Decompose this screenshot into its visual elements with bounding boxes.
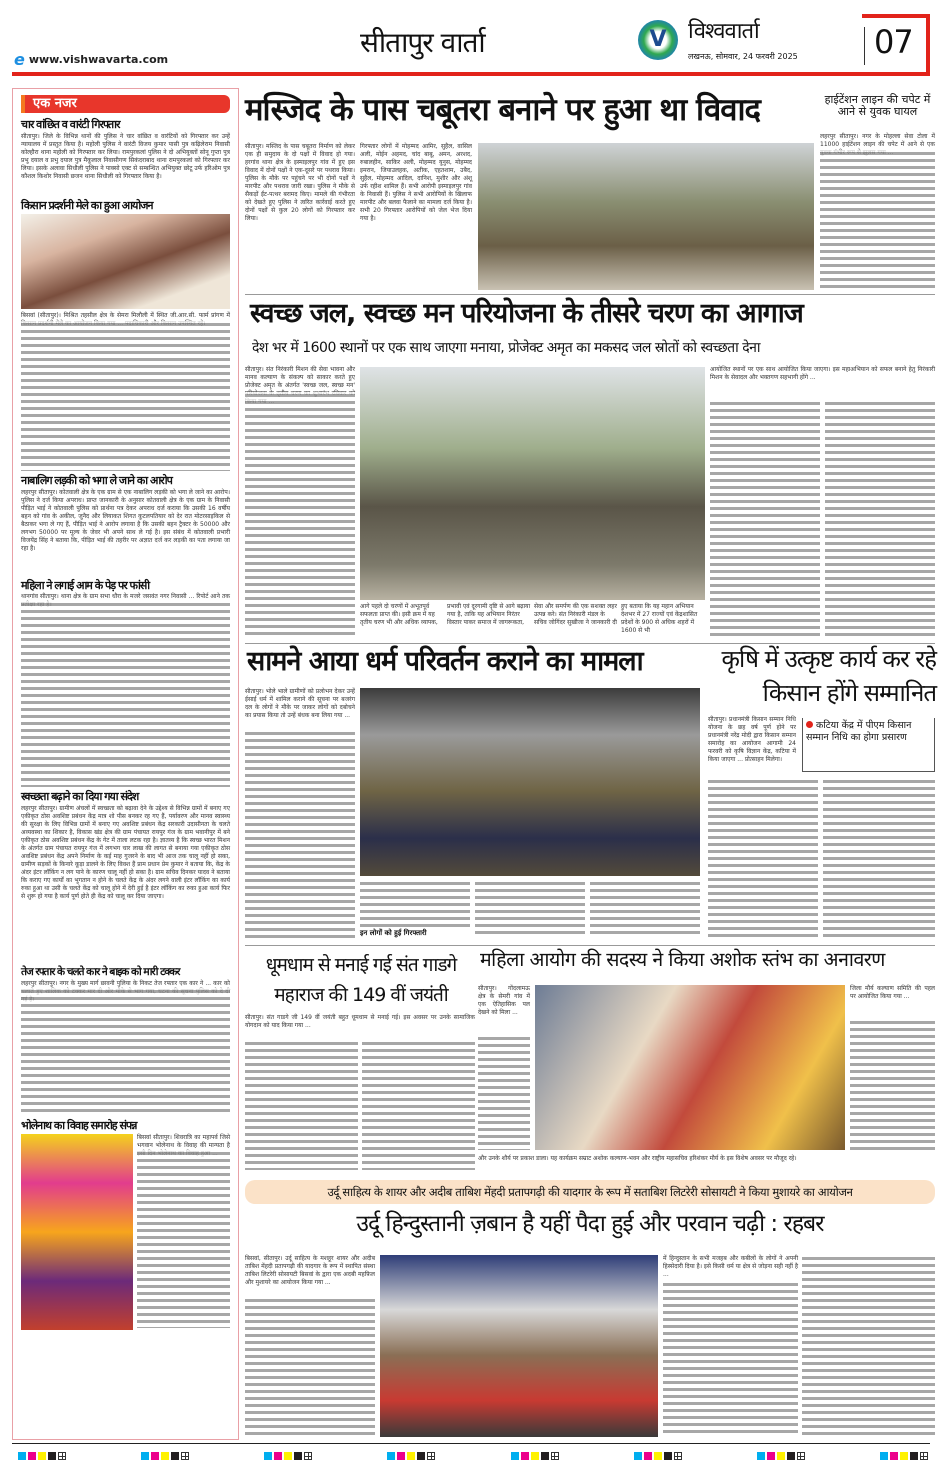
bholenath-vivah-photo (21, 1134, 133, 1330)
side-headline: कृषि में उत्कृष्ट कार्य कर रहे किसान होंगे सम्मानित (721, 645, 936, 707)
photo-caption: प्रभावी एवं दूरगामी दृष्टि से आगे बढ़ाया गया है, ताकि यह अभियान निरंतर विस्तार पाकर समाज में जागरूकता, (447, 603, 531, 626)
crosshair-icon (551, 1452, 559, 1460)
photo-caption: सेवा और समर्पण की एक सशक्त लहर उत्पन्न करे। संत निरंकारी मंडल के सचिव जोगिंदर सुखीजा ने जानकारी दी (534, 603, 617, 626)
article-headline: तेज रफ्तार के चलते कार ने बाइक को मारी टक्कर (21, 965, 180, 978)
story-headline: धूमधाम से मनाई गई संत गाडगे महाराज की 149 वीं जयंती (265, 954, 457, 1007)
story-headline: मस्जिद के पास चबूतरा बनाने पर हुआ था विवाद (245, 92, 760, 128)
color-swatch (151, 1452, 159, 1460)
side-body: लहरपुर सीतापुर। नगर के मोहल्ला सेवा टोला में 11000 हाईटेंशन लाइन की चपेट में आने से एक (820, 133, 935, 148)
crosshair-icon (797, 1452, 805, 1460)
color-swatch (48, 1452, 56, 1460)
color-swatch (387, 1452, 395, 1460)
website-link[interactable]: e www.vishwavarta.com (14, 50, 169, 69)
story-headline: स्वच्छ जल, स्वच्छ मन परियोजना के तीसरे चरण का आगाज (250, 298, 803, 329)
section-title: सीतापुर वार्ता (360, 26, 485, 59)
color-swatch (521, 1452, 529, 1460)
color-swatch (284, 1452, 292, 1460)
dateline: लखनऊ, सोमवार, 24 फरवरी 2025 (688, 52, 798, 61)
color-swatch (397, 1452, 405, 1460)
story-headline: महिला आयोग की सदस्य ने किया अशोक स्तंभ का अनावरण (480, 948, 885, 971)
color-swatch (417, 1452, 425, 1460)
brand-name: विश्ववार्ता (688, 19, 759, 44)
kisan-mela-photo (21, 214, 230, 309)
browser-e-icon: e (14, 50, 25, 69)
color-swatch (664, 1452, 672, 1460)
crosshair-icon (58, 1452, 66, 1460)
story-body: गिरफ्तार लोगों में मोहम्मद आमिर, सुहैल, वासिल अली, मोईन अहमद, चांद बाबू, अमन, अरशद, रुबालहीन, साकिर अली, मोहम्मद युनुस, मोहम्मद इमरान, जियाउलहक, अतीक, एहतशाम, उबैद, सुहैल, मोहम्मद आदिल, दानिश, मुशीर और अंशू उर्फ रहीश शामिल हैं। सभी आरोपी इस्माइलपुर गांव के निवासी हैं। पुलिस ने सभी आरोपियों के खिलाफ मारपीट और बलवा फैलाने का मामला दर्ज किया है। सभी 20 गिरफ्तार आरोपियों को जेल भेज दिया गया है। (360, 143, 472, 222)
header-rule (12, 72, 930, 76)
article-body: बिसवां सीतापुर। शिवरात्रि का महापर्व जिसे भगवान भोलेनाथ के विवाह की मान्यता है (137, 1134, 230, 1150)
story-body: बिसवां, सीतापुर। उर्दू साहित्य के मशहूर शायर और अदीब ताबिश मेंहदी प्रतापगढ़ी की यादगार के रूप में स्थापित संस्था ताबिश लिटरेरी सोसायटी बिसवां के द्वारा एक अदबी महफ़िल और मुशायरे का आयोजन किया गया ... (245, 1255, 375, 1286)
color-swatch (787, 1452, 795, 1460)
cmyk-swatch-group (880, 1452, 928, 1460)
article-body: सीतापुर। जिले के विभिन्न थानों की पुलिस ने चार वांछित व वारंटियों को गिरफ्तार कर उन्हें न्यायालय में प्रस्तुत किया है। महोली पुलिस ने वारंटी विजय कुमार पासी पुत्र कढ़िलेराम निवासी कोल्हौरा थाना महोली को गिरफ्तार कर लिया। रामपुरकलां पुलिस ने दो अभियुक्तों सोनू गुप्ता पुत्र प्रभु दयाल व प्रभु दयाल पुत्र मैकूलाल निवासीगण सिकंदराबाद थाना रामपुरकलां को गिरफ्तार कर लिया। इसके अलावा सिधौली पुलिस ने पाक्सो एक्ट से सम्बन्धित अभियुक्त छोटू उर्फ हरिओम पुत्र कौशल किशोर निवासी छजन थाना सिधौली को गिरफ्तार किया है। (21, 132, 230, 180)
cmyk-swatch-group (387, 1452, 435, 1460)
story-subheadline: देश भर में 1600 स्थानों पर एक साथ जाएगा मनाया, प्रोजेक्ट अमृत का मकसद जल स्रोतों को स्वच्छता देना (252, 340, 761, 356)
color-swatch (644, 1452, 652, 1460)
color-swatch (880, 1452, 888, 1460)
color-swatch (531, 1452, 539, 1460)
color-swatch (910, 1452, 918, 1460)
story-headline: सामने आया धर्म परिवर्तन कराने का मामला (247, 646, 643, 677)
photo-caption: और उनके शौर्य पर प्रकाश डाला। यह कार्यक्रम सम्राट अशोक कल्याण-भवन और राष्ट्रीय महासचिव हरिशंकर मौर्य के इस विशेष अवसर पर मौजूद रहे। (478, 1155, 797, 1162)
registration-marks (18, 1452, 928, 1460)
color-swatch (511, 1452, 519, 1460)
cmyk-swatch-group (511, 1452, 559, 1460)
photo-caption: हुए बताया कि यह महान अभियान देशभर में 27 राज्यों एवं केंद्रशासित प्रदेशों के 900 से अधिक शहरों में 1600 से भी (621, 603, 698, 634)
story-body: आयोजित स्थानों पर एक साथ आयोजित किया जाएगा। इस महाअभियान को सफल बनाने हेतु निरंकारी मिशन के सेवादल और भक्तगण सहभागी होंगे ... (710, 366, 935, 381)
page-number: 07 (874, 23, 913, 61)
article-headline: नाबालिग लड़की को भगा ले जाने का आरोप (21, 474, 172, 488)
nirankari-photo (360, 367, 705, 600)
arrested-group-photo (478, 143, 814, 290)
ek-nazar-banner: एक नजर (21, 95, 230, 113)
article-body: लहरपुर सीतापुर। कोतवाली क्षेत्र के एक ग्राम से एक नाबालिग लड़की को भगा ले जाने का आरोप। पुलिस ने दर्ज किया अपराध। प्राप्त जानकारी के अनुसार कोतवाली क्षेत्र के एक ग्राम के निवासी पीड़ित भाई ने कोतवाली पुलिस को प्रार्थना पत्र देकर अपराध दर्ज कराया कि उसकी 16 वर्षीय बहन को गांव के अकील, जुनैद और लियाकत शिगत कुटलपतियार को देर रात मोटरसाइकिल से बैठाकर भगा ले गए हैं, पीड़ित भाई ने आरोप लगाया है कि उसकी बहन ट्रैक्टर के 50000 और लगभग 50000 पर मूल्य के जेवर भी अपने साथ ले गई है। इस संबंध में कोतवाली प्रभारी विजयेंद्र सिंह ने बताया कि, पीड़ित भाई की तहरीर पर अज्ञात दर्ज कर लड़की का पता लगाया जा रहा है। (21, 488, 230, 552)
article-body: थानगांव सीतापुर। थाना क्षेत्र के ग्राम सभा धौरा के मजरे जसवंत नगर निवासी ... रिपोर्ट आने तक (21, 593, 230, 601)
info-box: कटिया केंद्र में पीएम किसान सम्मान निधि का होगा प्रसारण (802, 718, 935, 772)
story-body: सीतापुर। मस्जिद के पास चबूतरा निर्माण को लेकर एक ही समुदाय के दो पक्षों में विवाद हो गया। हरगांव थाना क्षेत्र के इस्माइलपुर गांव में हुए इस विवाद में दोनों पक्षों ने एक-दूसरे पर पथराव किया। पुलिस के मौके पर पहुंचने पर भी दोनों पक्षों ने मारपीट और पथराव जारी रखा। पुलिस ने मौके से सैकड़ों ईंट-पत्थर बरामद किए। मामले की गंभीरता को देखते हुए पुलिस ने त्वरित कार्रवाई करते हुए दोनों पक्षों से कुल 20 लोगों को गिरफ्तार कर लिया। (245, 143, 355, 222)
side-body: सीतापुर। प्रधानमंत्री किसान सम्मान निधि योजना के छह वर्ष पूर्ण होने पर प्रधानमंत्री नरेंद्र मोदी द्वारा किसान सम्मान समारोह का आयोजन आगामी 24 फरवरी को कृषि विज्ञान केंद्र, कटिया में किया जाएगा ... प्रोत्साहन मिलेगा। (708, 716, 796, 763)
cmyk-swatch-group (18, 1452, 66, 1460)
article-headline: महिला ने लगाई आम के पेड़ पर फांसी (21, 578, 150, 592)
article-headline: चार वांछित व वारंटी गिरफ्तार (21, 118, 120, 131)
story-body: जिला मौर्य कल्याण समिति की पहल पर आयोजित किया गया ... (850, 985, 935, 1000)
article-body: बिसवां (सीतापुर)। मिश्रित तहसील क्षेत्र के सेमरा मिलौली में स्थित जी.आर.सी. फार्म प्रांगण में (21, 312, 230, 320)
article-body: लहरपुर सीतापुर। नगर के मुख्य मार्ग छावनी पुलिया के निकट तेज रफ्तार एक कार ने ... कार को (21, 979, 230, 987)
color-swatch (541, 1452, 549, 1460)
story-body: में हिन्दुस्तान के सभी मजहब और कबीलों के लोगों ने अपनी हिस्सेदारी दिया है। इसे किसी धर्म या क्षेत्र से जोड़ना सही नहीं है ... (663, 1255, 798, 1278)
color-swatch (757, 1452, 765, 1460)
color-swatch (900, 1452, 908, 1460)
color-swatch (274, 1452, 282, 1460)
color-swatch (28, 1452, 36, 1460)
crosshair-icon (304, 1452, 312, 1460)
color-swatch (264, 1452, 272, 1460)
cmyk-swatch-group (634, 1452, 682, 1460)
brand-logo-icon: V (638, 20, 678, 60)
conversion-case-photo (360, 688, 700, 876)
color-swatch (634, 1452, 642, 1460)
story-body: सीतापुर। भोले भाले ग्रामीणों को प्रलोभन देकर उन्हें ईसाई धर्म में शामिल कराने की सूचना पर बजरंग दल के लोगों ने मौके पर जाकर लोगों को दबोचने का प्रयास किया तो उन्हें बंधक बना लिया गया ... (245, 688, 355, 719)
photo-caption: इन लोगों को हुई गिरफ्तारी (360, 929, 427, 937)
article-headline: स्वच्छता बढ़ाने का दिया गया संदेश (21, 790, 139, 804)
color-swatch (890, 1452, 898, 1460)
crosshair-icon (181, 1452, 189, 1460)
color-swatch (767, 1452, 775, 1460)
story-body: सीतापुर। गोंदलामऊ क्षेत्र के सेमरी गांव में एक ऐतिहासिक पल देखने को मिला ... (478, 985, 530, 1016)
crosshair-icon (674, 1452, 682, 1460)
color-swatch (654, 1452, 662, 1460)
story-body: सीतापुर। संत गाडगे जी 149 वीं जयंती बहुत धूमधाम से मनाई गई। इस अवसर पर उनके सामाजिक योगदान को याद किया गया ... (245, 1014, 475, 1029)
red-bullet-icon (806, 721, 813, 728)
color-swatch (161, 1452, 169, 1460)
article-headline: भोलेनाथ का विवाह समारोह संपन्न (21, 1118, 137, 1132)
crosshair-icon (427, 1452, 435, 1460)
color-swatch (407, 1452, 415, 1460)
color-swatch (38, 1452, 46, 1460)
color-swatch (294, 1452, 302, 1460)
side-headline: हाईटेंशन लाइन की चपेट में आने से युवक घायल (824, 93, 931, 118)
ashok-stambh-photo (535, 985, 845, 1150)
cmyk-swatch-group (757, 1452, 805, 1460)
cmyk-swatch-group (141, 1452, 189, 1460)
crosshair-icon (920, 1452, 928, 1460)
color-swatch (171, 1452, 179, 1460)
color-swatch (141, 1452, 149, 1460)
article-headline: किसान प्रदर्शनी मेले का हुआ आयोजन (21, 198, 153, 212)
color-swatch (777, 1452, 785, 1460)
story-headline: उर्दू हिन्दुस्तानी ज़बान है यहीं पैदा हुई और परवान चढ़ी : रहबर (356, 1211, 824, 1237)
story-banner: उर्दू साहित्य के शायर और अदीब ताबिश मेंहदी प्रतापगढ़ी की यादगार के रूप में सताबिश लिटरेरी सोसायटी ने किया मुशायरे का आयोजन (245, 1180, 935, 1204)
cmyk-swatch-group (264, 1452, 312, 1460)
color-swatch (18, 1452, 26, 1460)
mushaira-photo (380, 1255, 658, 1437)
photo-caption: आगे पहले दो चरणों में अभूतपूर्व सफलता प्राप्त की। इसी क्रम में यह तृतीय चरण भी और अधिक व्यापक, (360, 603, 438, 626)
ek-nazar-column (12, 88, 239, 1440)
article-body: लहरपुर सीतापुर। ग्रामीण अंचलों में स्वच्छता को बढ़ावा देने के उद्देश्य से विभिन्न ग्रामों में बनाए गए एकीकृत ठोस अवशिष्ट प्रबंधन केंद्र मात्र शो पीस बनकर रह गए हैं, पर्यावरण और मानव स्वास्थ्य की सुरक्षा के लिए विभिन्न ग्रामों में बनाए गए अवशिष्ट प्रबंधन केंद्र सरकारी उदासीनता के चलते अव्यवस्था का शिकार है, विकास खंड क्षेत्र की ग्राम पंचायत रायपुर गंज के ग्राम भवानीपुर में बने एकीकृत ठोस अवशिष्ट प्रबंधन केंद्र के गेट में ताला लटक रहा है। ज्ञातव्य है कि स्वच्छ भारत मिशन के अंतर्गत ग्राम पंचायत रायपुर गंज में लगभग चार लाख की लागत से बनाया गया एकीकृत ठोस अवशिष्ट प्रबंधन केंद्र अपने निर्माण के कई माह गुजरने के बाद भी आज तक चालू नहीं हो सका, ग्रामीण सड़कों के किनारे कूड़ा डालने के लिए विवश हैं प्राम प्रधान प्रेम कुमार ने बताया कि, केंद्र के अंदर इंटर लॉकिंग न लग पाने के कारण चालू नहीं हो सका है। ग्राम सचिव दिनकर यादव ने बताया कि कराए गए कार्यों का भुगतान न होने के चलते केंद्र के अंदर लगने वाली इंटर लॉकिंग का कार्य रुका हुआ था उसी के चलते केंद्र को चालू होने में देरी हुई है इंटर लॉकिंग का रुका हुआ कार्य फिर से शुरू हो गया है कार्य पूर्ण होते ही केंद्र को चालू कर दिया जाएगा। (21, 804, 230, 900)
story-body: सीतापुर। संत निरंकारी मिशन की सेवा भावना और मानव कल्याण के संकल्प को साकार करते हुए प्रोजेक्ट अमृत के अंतर्गत 'स्वच्छ जल, स्वच्छ मन' (245, 366, 355, 389)
